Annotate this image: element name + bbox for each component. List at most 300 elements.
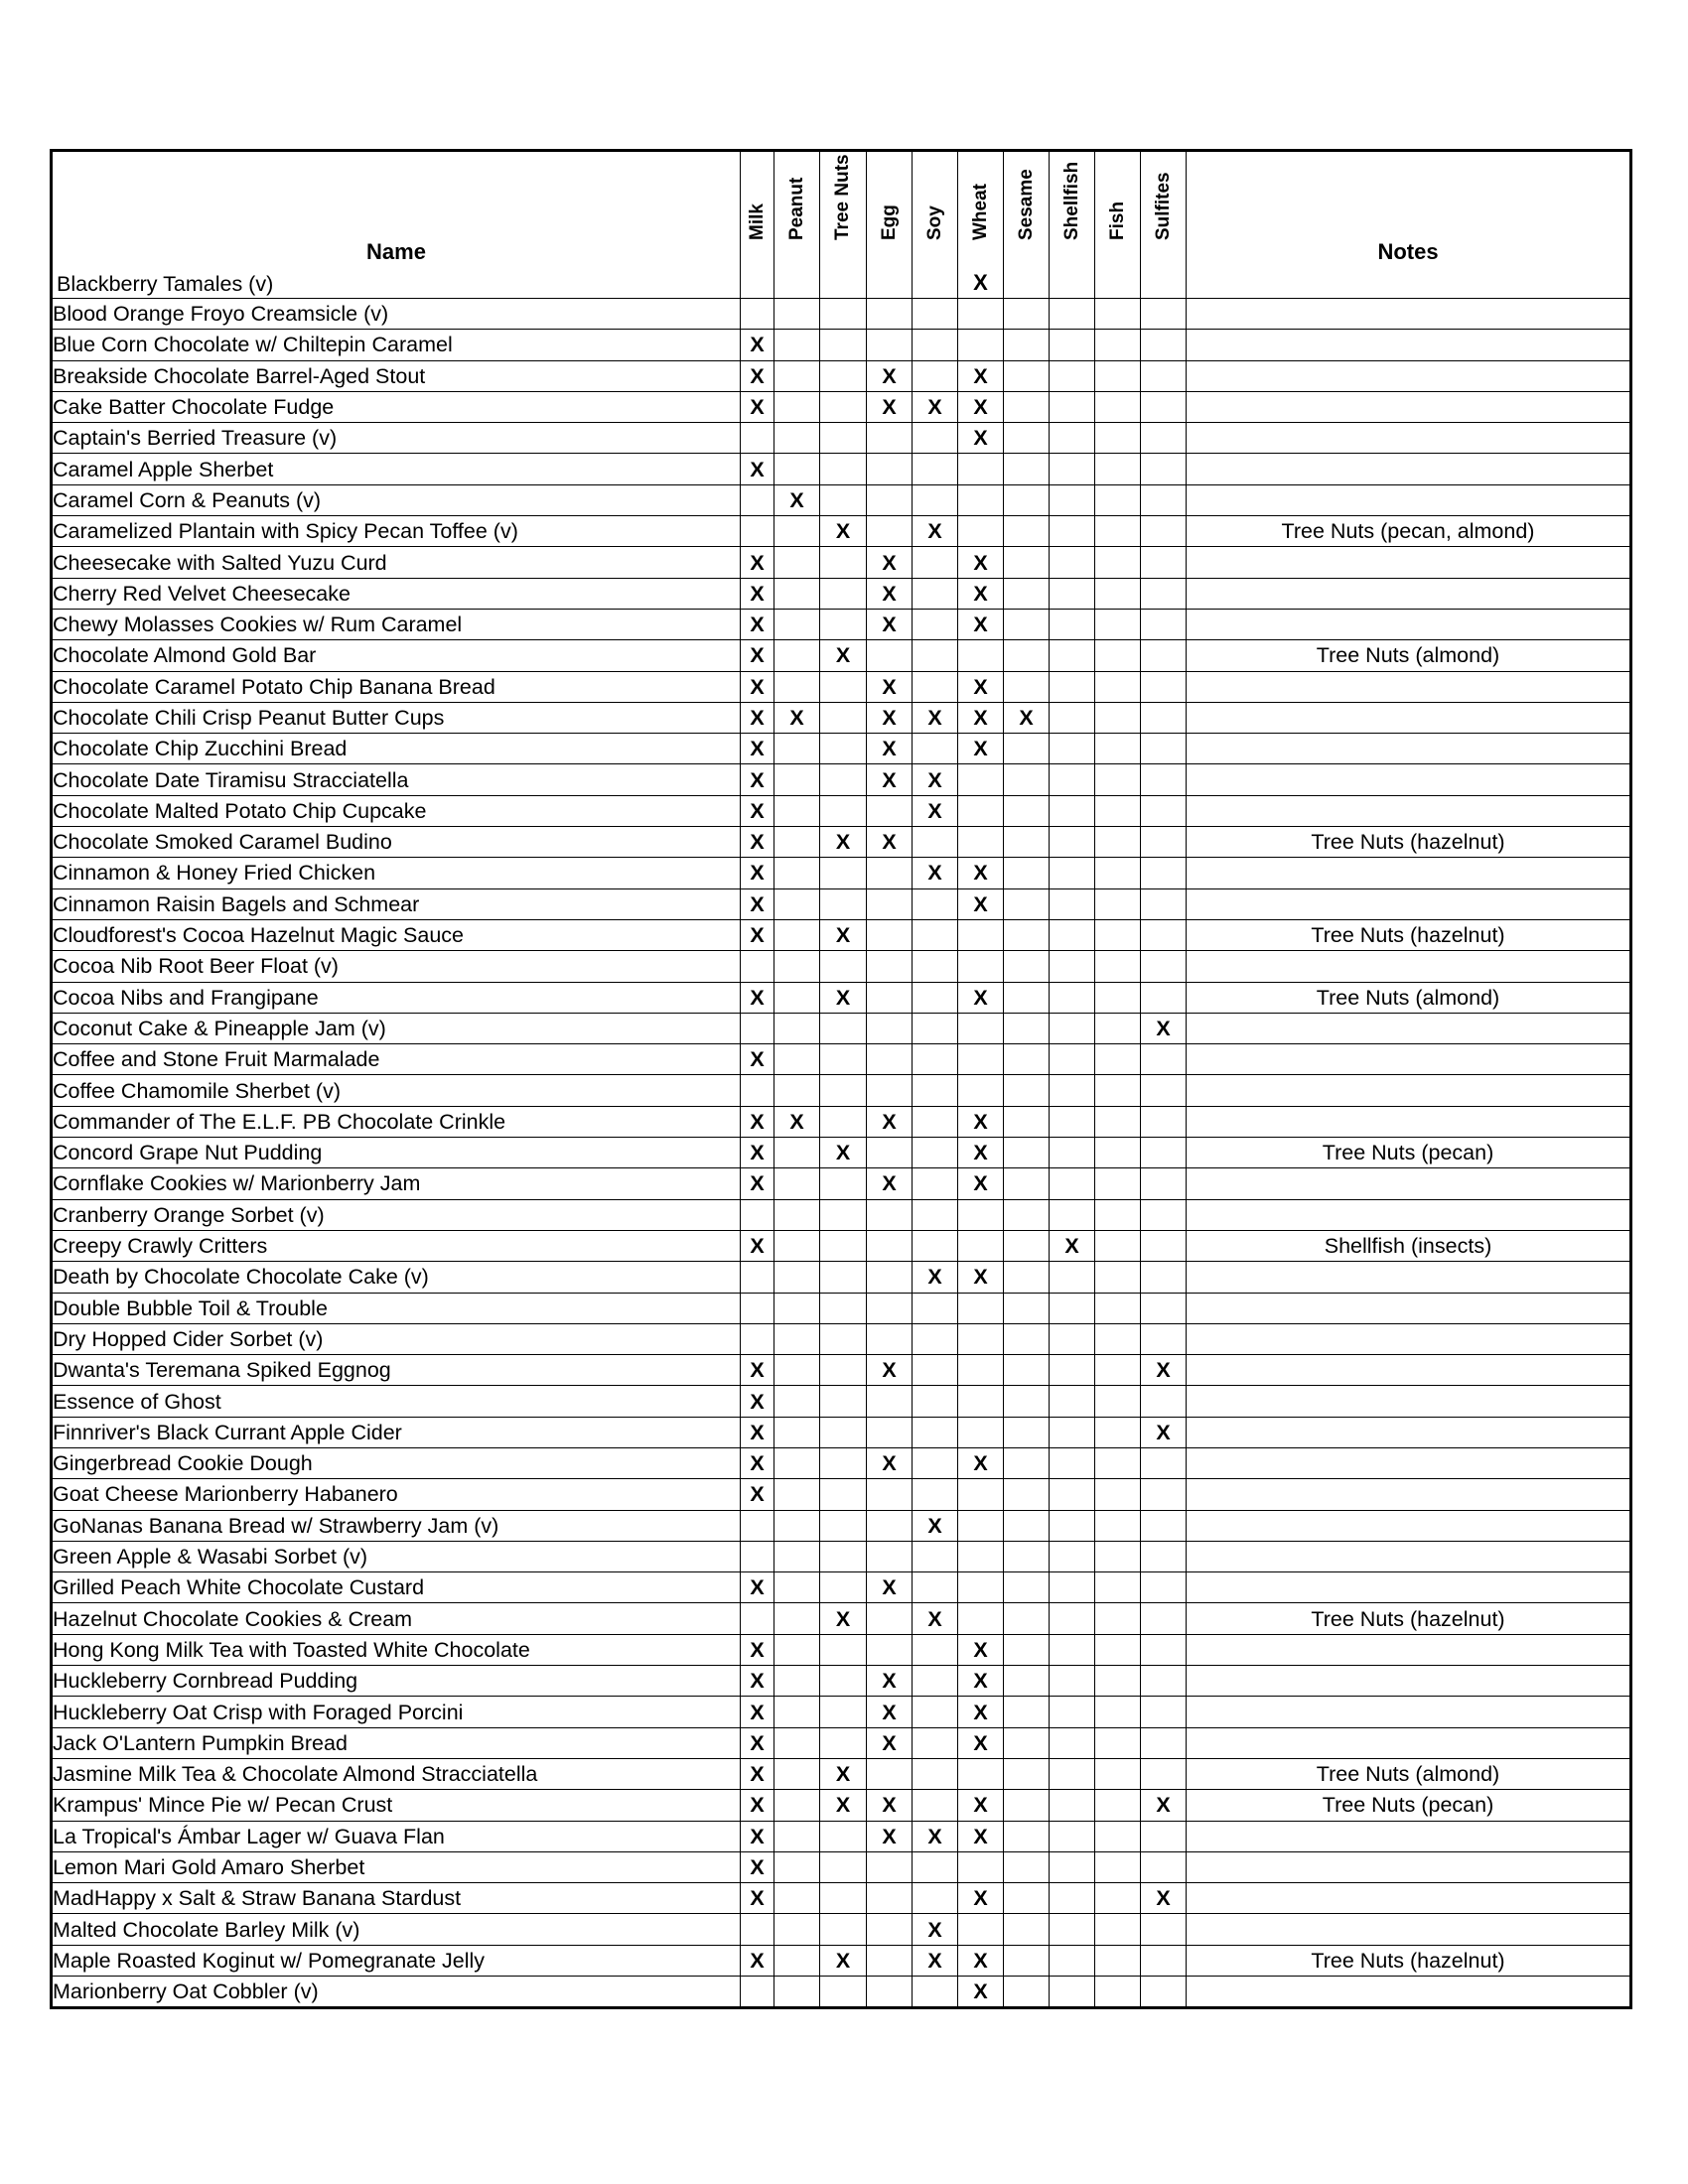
item-notes bbox=[1187, 484, 1631, 515]
allergen-cell-shellfish bbox=[1050, 516, 1095, 547]
item-notes bbox=[1187, 1697, 1631, 1727]
allergen-cell-milk: X bbox=[741, 858, 774, 888]
allergen-cell-shellfish bbox=[1050, 1355, 1095, 1386]
allergen-cell-fish bbox=[1095, 1075, 1141, 1106]
allergen-cell-peanut bbox=[774, 516, 820, 547]
allergen-cell-egg: X bbox=[867, 764, 913, 795]
allergen-cell-milk bbox=[741, 1293, 774, 1323]
allergen-cell-soy bbox=[913, 1323, 958, 1354]
allergen-header-label: Wheat bbox=[969, 184, 991, 240]
allergen-cell-sulfites bbox=[1141, 330, 1187, 360]
allergen-cell-egg bbox=[867, 330, 913, 360]
allergen-cell-sesame bbox=[1004, 1697, 1050, 1727]
allergen-cell-shellfish bbox=[1050, 1727, 1095, 1758]
allergen-header-label: Sulfites bbox=[1152, 172, 1174, 240]
allergen-cell-sesame bbox=[1004, 391, 1050, 422]
allergen-cell-sesame bbox=[1004, 1293, 1050, 1323]
allergen-header-milk bbox=[741, 151, 774, 299]
allergen-cell-fish bbox=[1095, 702, 1141, 733]
allergen-cell-sulfites bbox=[1141, 609, 1187, 639]
table-row bbox=[52, 734, 1631, 764]
allergen-cell-sesame bbox=[1004, 1977, 1050, 2008]
allergen-cell-sesame bbox=[1004, 299, 1050, 330]
allergen-cell-tree-nuts: X bbox=[820, 1138, 867, 1168]
allergen-cell-sulfites bbox=[1141, 1199, 1187, 1230]
allergen-cell-milk: X bbox=[741, 1945, 774, 1976]
allergen-cell-wheat: X bbox=[958, 360, 1004, 391]
allergen-cell-egg bbox=[867, 484, 913, 515]
allergen-cell-egg: X bbox=[867, 1697, 913, 1727]
allergen-cell-wheat bbox=[958, 1323, 1004, 1354]
allergen-cell-peanut bbox=[774, 1634, 820, 1665]
allergen-cell-sesame bbox=[1004, 1386, 1050, 1417]
item-name: Chocolate Almond Gold Bar bbox=[52, 640, 741, 671]
allergen-cell-sulfites bbox=[1141, 919, 1187, 950]
item-notes bbox=[1187, 764, 1631, 795]
allergen-cell-sulfites bbox=[1141, 1075, 1187, 1106]
allergen-cell-sesame bbox=[1004, 1355, 1050, 1386]
allergen-cell-soy: X bbox=[913, 391, 958, 422]
allergen-cell-soy bbox=[913, 1541, 958, 1571]
allergen-cell-sesame bbox=[1004, 734, 1050, 764]
allergen-cell-sesame bbox=[1004, 1106, 1050, 1137]
allergen-cell-sulfites bbox=[1141, 951, 1187, 982]
allergen-cell-fish bbox=[1095, 1851, 1141, 1882]
allergen-cell-milk bbox=[741, 1603, 774, 1634]
allergen-cell-peanut bbox=[774, 360, 820, 391]
item-notes bbox=[1187, 888, 1631, 919]
allergen-cell-shellfish bbox=[1050, 1541, 1095, 1571]
first-row-name: Blackberry Tamales (v) bbox=[57, 272, 274, 296]
item-notes bbox=[1187, 1386, 1631, 1417]
allergen-cell-fish bbox=[1095, 1603, 1141, 1634]
allergen-cell-fish bbox=[1095, 1697, 1141, 1727]
item-notes: Tree Nuts (almond) bbox=[1187, 640, 1631, 671]
allergen-cell-fish bbox=[1095, 1293, 1141, 1323]
allergen-cell-egg: X bbox=[867, 1355, 913, 1386]
allergen-cell-tree-nuts bbox=[820, 1168, 867, 1199]
allergen-cell-soy bbox=[913, 1355, 958, 1386]
item-name: Breakside Chocolate Barrel-Aged Stout bbox=[52, 360, 741, 391]
allergen-cell-sulfites bbox=[1141, 734, 1187, 764]
allergen-cell-egg bbox=[867, 1851, 913, 1882]
allergen-cell-egg: X bbox=[867, 1106, 913, 1137]
allergen-header-fish bbox=[1095, 151, 1141, 299]
allergen-cell-shellfish bbox=[1050, 1603, 1095, 1634]
allergen-cell-tree-nuts bbox=[820, 1914, 867, 1945]
item-name: Cake Batter Chocolate Fudge bbox=[52, 391, 741, 422]
item-notes bbox=[1187, 1168, 1631, 1199]
allergen-cell-sulfites bbox=[1141, 827, 1187, 858]
allergen-cell-peanut bbox=[774, 1821, 820, 1851]
allergen-cell-milk bbox=[741, 1199, 774, 1230]
allergen-cell-wheat: X bbox=[958, 1727, 1004, 1758]
allergen-cell-soy bbox=[913, 454, 958, 484]
table-row bbox=[52, 1883, 1631, 1914]
allergen-cell-fish bbox=[1095, 982, 1141, 1013]
item-notes bbox=[1187, 1447, 1631, 1478]
allergen-cell-milk: X bbox=[741, 1386, 774, 1417]
allergen-cell-peanut bbox=[774, 1851, 820, 1882]
item-notes: Tree Nuts (hazelnut) bbox=[1187, 827, 1631, 858]
allergen-cell-sulfites bbox=[1141, 1479, 1187, 1510]
table-body bbox=[52, 299, 1631, 2008]
allergen-cell-sesame bbox=[1004, 1914, 1050, 1945]
allergen-cell-sulfites bbox=[1141, 1697, 1187, 1727]
allergen-cell-egg bbox=[867, 888, 913, 919]
allergen-cell-peanut bbox=[774, 1262, 820, 1293]
allergen-cell-milk: X bbox=[741, 1044, 774, 1075]
allergen-header-label: Peanut bbox=[785, 177, 807, 240]
allergen-cell-egg: X bbox=[867, 578, 913, 609]
allergen-cell-soy bbox=[913, 1851, 958, 1882]
allergen-cell-tree-nuts: X bbox=[820, 919, 867, 950]
allergen-cell-shellfish bbox=[1050, 360, 1095, 391]
allergen-header-label: Shellfish bbox=[1060, 161, 1082, 240]
allergen-cell-sesame bbox=[1004, 1138, 1050, 1168]
allergen-cell-wheat bbox=[958, 1199, 1004, 1230]
allergen-header-peanut bbox=[774, 151, 820, 299]
name-header-label: Name bbox=[366, 239, 426, 264]
allergen-cell-shellfish bbox=[1050, 1013, 1095, 1043]
allergen-cell-shellfish bbox=[1050, 1851, 1095, 1882]
allergen-cell-tree-nuts: X bbox=[820, 1945, 867, 1976]
allergen-cell-wheat: X bbox=[958, 888, 1004, 919]
allergen-cell-tree-nuts bbox=[820, 484, 867, 515]
allergen-header-label: Milk bbox=[746, 204, 768, 240]
allergen-cell-egg bbox=[867, 1138, 913, 1168]
item-notes bbox=[1187, 1572, 1631, 1603]
allergen-cell-peanut bbox=[774, 423, 820, 454]
allergen-cell-soy bbox=[913, 1758, 958, 1789]
allergen-cell-milk: X bbox=[741, 1106, 774, 1137]
table-row bbox=[52, 1510, 1631, 1541]
item-name: Cocoa Nibs and Frangipane bbox=[52, 982, 741, 1013]
allergen-cell-sulfites: X bbox=[1141, 1790, 1187, 1821]
allergen-cell-fish bbox=[1095, 1821, 1141, 1851]
allergen-header-label: Sesame bbox=[1015, 169, 1037, 240]
allergen-cell-sesame bbox=[1004, 795, 1050, 826]
allergen-cell-wheat: X bbox=[958, 1666, 1004, 1697]
allergen-cell-egg bbox=[867, 858, 913, 888]
item-notes bbox=[1187, 1262, 1631, 1293]
item-name: Chocolate Malted Potato Chip Cupcake bbox=[52, 795, 741, 826]
allergen-cell-fish bbox=[1095, 1355, 1141, 1386]
allergen-cell-fish bbox=[1095, 1262, 1141, 1293]
allergen-cell-peanut bbox=[774, 1044, 820, 1075]
allergen-cell-fish bbox=[1095, 1447, 1141, 1478]
allergen-cell-milk bbox=[741, 299, 774, 330]
allergen-cell-wheat bbox=[958, 299, 1004, 330]
allergen-cell-egg bbox=[867, 1199, 913, 1230]
allergen-cell-sesame bbox=[1004, 1727, 1050, 1758]
allergen-cell-egg bbox=[867, 1075, 913, 1106]
allergen-cell-sesame bbox=[1004, 1821, 1050, 1851]
item-name: Chocolate Date Tiramisu Stracciatella bbox=[52, 764, 741, 795]
allergen-cell-fish bbox=[1095, 1417, 1141, 1447]
allergen-cell-milk: X bbox=[741, 1355, 774, 1386]
item-name: Green Apple & Wasabi Sorbet (v) bbox=[52, 1541, 741, 1571]
allergen-cell-peanut bbox=[774, 1230, 820, 1261]
item-notes bbox=[1187, 1355, 1631, 1386]
item-name: La Tropical's Ámbar Lager w/ Guava Flan bbox=[52, 1821, 741, 1851]
item-name: Caramelized Plantain with Spicy Pecan Toffee (v) bbox=[52, 516, 741, 547]
allergen-cell-sulfites bbox=[1141, 1945, 1187, 1976]
allergen-cell-sesame bbox=[1004, 1790, 1050, 1821]
allergen-cell-soy bbox=[913, 1447, 958, 1478]
allergen-cell-peanut bbox=[774, 1168, 820, 1199]
item-name: Jasmine Milk Tea & Chocolate Almond Stracciatella bbox=[52, 1758, 741, 1789]
allergen-cell-sesame bbox=[1004, 484, 1050, 515]
allergen-cell-shellfish bbox=[1050, 1572, 1095, 1603]
allergen-cell-egg: X bbox=[867, 391, 913, 422]
allergen-cell-peanut bbox=[774, 827, 820, 858]
table-row bbox=[52, 423, 1631, 454]
item-name: Goat Cheese Marionberry Habanero bbox=[52, 1479, 741, 1510]
item-name: Huckleberry Cornbread Pudding bbox=[52, 1666, 741, 1697]
allergen-cell-soy bbox=[913, 1075, 958, 1106]
item-notes bbox=[1187, 391, 1631, 422]
table-row bbox=[52, 1138, 1631, 1168]
allergen-cell-milk bbox=[741, 1977, 774, 2008]
allergen-cell-tree-nuts bbox=[820, 1386, 867, 1417]
allergen-cell-egg bbox=[867, 1230, 913, 1261]
item-name: Commander of The E.L.F. PB Chocolate Crinkle bbox=[52, 1106, 741, 1137]
allergen-cell-peanut bbox=[774, 951, 820, 982]
allergen-cell-milk: X bbox=[741, 640, 774, 671]
allergen-cell-soy bbox=[913, 982, 958, 1013]
allergen-cell-wheat bbox=[958, 1572, 1004, 1603]
allergen-cell-fish bbox=[1095, 330, 1141, 360]
allergen-cell-fish bbox=[1095, 888, 1141, 919]
allergen-cell-milk: X bbox=[741, 391, 774, 422]
allergen-cell-sulfites bbox=[1141, 795, 1187, 826]
item-name: Chocolate Chip Zucchini Bread bbox=[52, 734, 741, 764]
table-row bbox=[52, 671, 1631, 702]
allergen-cell-wheat bbox=[958, 1510, 1004, 1541]
allergen-cell-wheat bbox=[958, 1603, 1004, 1634]
allergen-cell-shellfish bbox=[1050, 888, 1095, 919]
allergen-cell-soy bbox=[913, 1417, 958, 1447]
item-name: Chocolate Chili Crisp Peanut Butter Cups bbox=[52, 702, 741, 733]
item-notes bbox=[1187, 1634, 1631, 1665]
allergen-cell-peanut bbox=[774, 888, 820, 919]
allergen-header-label: Egg bbox=[878, 205, 900, 240]
item-name: Huckleberry Oat Crisp with Foraged Porcini bbox=[52, 1697, 741, 1727]
allergen-cell-egg: X bbox=[867, 1790, 913, 1821]
allergen-cell-milk: X bbox=[741, 734, 774, 764]
allergen-cell-soy: X bbox=[913, 1945, 958, 1976]
allergen-cell-sesame bbox=[1004, 1044, 1050, 1075]
allergen-cell-sulfites bbox=[1141, 640, 1187, 671]
allergen-cell-sesame bbox=[1004, 764, 1050, 795]
allergen-cell-shellfish bbox=[1050, 858, 1095, 888]
allergen-cell-soy bbox=[913, 1386, 958, 1417]
allergen-cell-sesame bbox=[1004, 1634, 1050, 1665]
allergen-cell-peanut bbox=[774, 454, 820, 484]
allergen-cell-shellfish bbox=[1050, 1262, 1095, 1293]
item-name: Cranberry Orange Sorbet (v) bbox=[52, 1199, 741, 1230]
allergen-cell-sulfites bbox=[1141, 516, 1187, 547]
allergen-cell-fish bbox=[1095, 795, 1141, 826]
table-row bbox=[52, 1417, 1631, 1447]
allergen-cell-egg: X bbox=[867, 827, 913, 858]
allergen-cell-fish bbox=[1095, 547, 1141, 578]
allergen-cell-sulfites bbox=[1141, 1447, 1187, 1478]
table-row bbox=[52, 919, 1631, 950]
allergen-cell-sulfites bbox=[1141, 1262, 1187, 1293]
allergen-cell-milk: X bbox=[741, 330, 774, 360]
allergen-cell-soy: X bbox=[913, 764, 958, 795]
table-row bbox=[52, 1479, 1631, 1510]
allergen-cell-soy bbox=[913, 423, 958, 454]
allergen-cell-sulfites bbox=[1141, 1634, 1187, 1665]
table-row bbox=[52, 516, 1631, 547]
item-notes: Tree Nuts (pecan, almond) bbox=[1187, 516, 1631, 547]
item-name: Cocoa Nib Root Beer Float (v) bbox=[52, 951, 741, 982]
allergen-cell-tree-nuts bbox=[820, 1977, 867, 2008]
allergen-cell-wheat: X bbox=[958, 1106, 1004, 1137]
allergen-cell-fish bbox=[1095, 1883, 1141, 1914]
allergen-cell-soy bbox=[913, 1230, 958, 1261]
allergen-cell-soy bbox=[913, 1977, 958, 2008]
allergen-cell-peanut bbox=[774, 1199, 820, 1230]
allergen-cell-shellfish bbox=[1050, 1977, 1095, 2008]
allergen-cell-sesame bbox=[1004, 888, 1050, 919]
allergen-cell-soy: X bbox=[913, 795, 958, 826]
allergen-cell-tree-nuts bbox=[820, 1355, 867, 1386]
allergen-cell-wheat bbox=[958, 330, 1004, 360]
allergen-cell-milk: X bbox=[741, 1479, 774, 1510]
allergen-cell-sesame bbox=[1004, 1666, 1050, 1697]
allergen-cell-soy bbox=[913, 1199, 958, 1230]
table-row bbox=[52, 1199, 1631, 1230]
allergen-cell-milk bbox=[741, 1013, 774, 1043]
allergen-cell-egg bbox=[867, 1977, 913, 2008]
item-notes bbox=[1187, 734, 1631, 764]
allergen-cell-shellfish bbox=[1050, 764, 1095, 795]
allergen-cell-wheat bbox=[958, 516, 1004, 547]
item-name: MadHappy x Salt & Straw Banana Stardust bbox=[52, 1883, 741, 1914]
allergen-cell-soy bbox=[913, 299, 958, 330]
allergen-cell-tree-nuts bbox=[820, 1541, 867, 1571]
allergen-cell-sesame: X bbox=[1004, 702, 1050, 733]
allergen-cell-peanut bbox=[774, 1603, 820, 1634]
item-notes: Tree Nuts (pecan) bbox=[1187, 1790, 1631, 1821]
table-row bbox=[52, 1666, 1631, 1697]
allergen-cell-sulfites bbox=[1141, 578, 1187, 609]
allergen-cell-sulfites bbox=[1141, 1323, 1187, 1354]
allergen-cell-shellfish bbox=[1050, 391, 1095, 422]
header-row bbox=[52, 151, 1631, 299]
table-row bbox=[52, 1821, 1631, 1851]
allergen-cell-sesame bbox=[1004, 360, 1050, 391]
allergen-cell-wheat: X bbox=[958, 1262, 1004, 1293]
allergen-cell-sesame bbox=[1004, 516, 1050, 547]
item-notes bbox=[1187, 330, 1631, 360]
allergen-cell-sesame bbox=[1004, 858, 1050, 888]
allergen-cell-fish bbox=[1095, 951, 1141, 982]
allergen-cell-milk bbox=[741, 1541, 774, 1571]
item-notes bbox=[1187, 1821, 1631, 1851]
allergen-cell-tree-nuts bbox=[820, 1013, 867, 1043]
item-notes bbox=[1187, 951, 1631, 982]
allergen-cell-milk bbox=[741, 484, 774, 515]
table-row bbox=[52, 888, 1631, 919]
allergen-header-label: Soy bbox=[923, 205, 945, 240]
allergen-cell-wheat bbox=[958, 1541, 1004, 1571]
table-row bbox=[52, 1230, 1631, 1261]
allergen-cell-peanut bbox=[774, 1479, 820, 1510]
allergen-cell-peanut bbox=[774, 1293, 820, 1323]
allergen-cell-sulfites bbox=[1141, 1293, 1187, 1323]
allergen-cell-wheat: X bbox=[958, 702, 1004, 733]
table-row bbox=[52, 1106, 1631, 1137]
item-notes: Tree Nuts (pecan) bbox=[1187, 1138, 1631, 1168]
allergen-cell-milk bbox=[741, 1914, 774, 1945]
allergen-cell-shellfish bbox=[1050, 330, 1095, 360]
allergen-cell-tree-nuts bbox=[820, 1293, 867, 1323]
allergen-cell-sulfites bbox=[1141, 764, 1187, 795]
allergen-cell-fish bbox=[1095, 1323, 1141, 1354]
allergen-cell-sulfites bbox=[1141, 1541, 1187, 1571]
allergen-cell-soy: X bbox=[913, 1821, 958, 1851]
allergen-cell-sesame bbox=[1004, 982, 1050, 1013]
allergen-cell-egg bbox=[867, 919, 913, 950]
allergen-cell-soy bbox=[913, 1727, 958, 1758]
allergen-cell-egg bbox=[867, 1323, 913, 1354]
allergen-header-tree-nuts bbox=[820, 151, 867, 299]
allergen-cell-sesame bbox=[1004, 1013, 1050, 1043]
allergen-cell-milk: X bbox=[741, 764, 774, 795]
allergen-cell-egg bbox=[867, 1479, 913, 1510]
table-row bbox=[52, 1262, 1631, 1293]
allergen-cell-shellfish bbox=[1050, 1479, 1095, 1510]
allergen-cell-wheat: X bbox=[958, 578, 1004, 609]
allergen-cell-peanut bbox=[774, 1914, 820, 1945]
allergen-cell-wheat: X bbox=[958, 1697, 1004, 1727]
allergen-cell-tree-nuts bbox=[820, 578, 867, 609]
allergen-cell-peanut bbox=[774, 919, 820, 950]
allergen-cell-milk bbox=[741, 516, 774, 547]
item-notes bbox=[1187, 454, 1631, 484]
allergen-cell-milk: X bbox=[741, 919, 774, 950]
allergen-cell-sulfites bbox=[1141, 1138, 1187, 1168]
allergen-cell-milk: X bbox=[741, 1697, 774, 1727]
allergen-cell-fish bbox=[1095, 299, 1141, 330]
allergen-cell-soy bbox=[913, 734, 958, 764]
allergen-cell-sulfites bbox=[1141, 671, 1187, 702]
allergen-cell-wheat bbox=[958, 1851, 1004, 1882]
allergen-cell-fish bbox=[1095, 919, 1141, 950]
allergen-cell-sesame bbox=[1004, 1851, 1050, 1882]
table-row bbox=[52, 299, 1631, 330]
item-name: Cornflake Cookies w/ Marionberry Jam bbox=[52, 1168, 741, 1199]
allergen-cell-sulfites bbox=[1141, 1572, 1187, 1603]
allergen-cell-milk: X bbox=[741, 1447, 774, 1478]
allergen-cell-peanut bbox=[774, 1790, 820, 1821]
item-name: Hong Kong Milk Tea with Toasted White Chocolate bbox=[52, 1634, 741, 1665]
allergen-cell-peanut: X bbox=[774, 484, 820, 515]
allergen-cell-tree-nuts: X bbox=[820, 640, 867, 671]
item-name: Dwanta's Teremana Spiked Eggnog bbox=[52, 1355, 741, 1386]
allergen-cell-fish bbox=[1095, 1914, 1141, 1945]
item-notes bbox=[1187, 609, 1631, 639]
allergen-cell-egg bbox=[867, 1262, 913, 1293]
allergen-cell-fish bbox=[1095, 516, 1141, 547]
item-name: Blood Orange Froyo Creamsicle (v) bbox=[52, 299, 741, 330]
allergen-header-soy bbox=[913, 151, 958, 299]
